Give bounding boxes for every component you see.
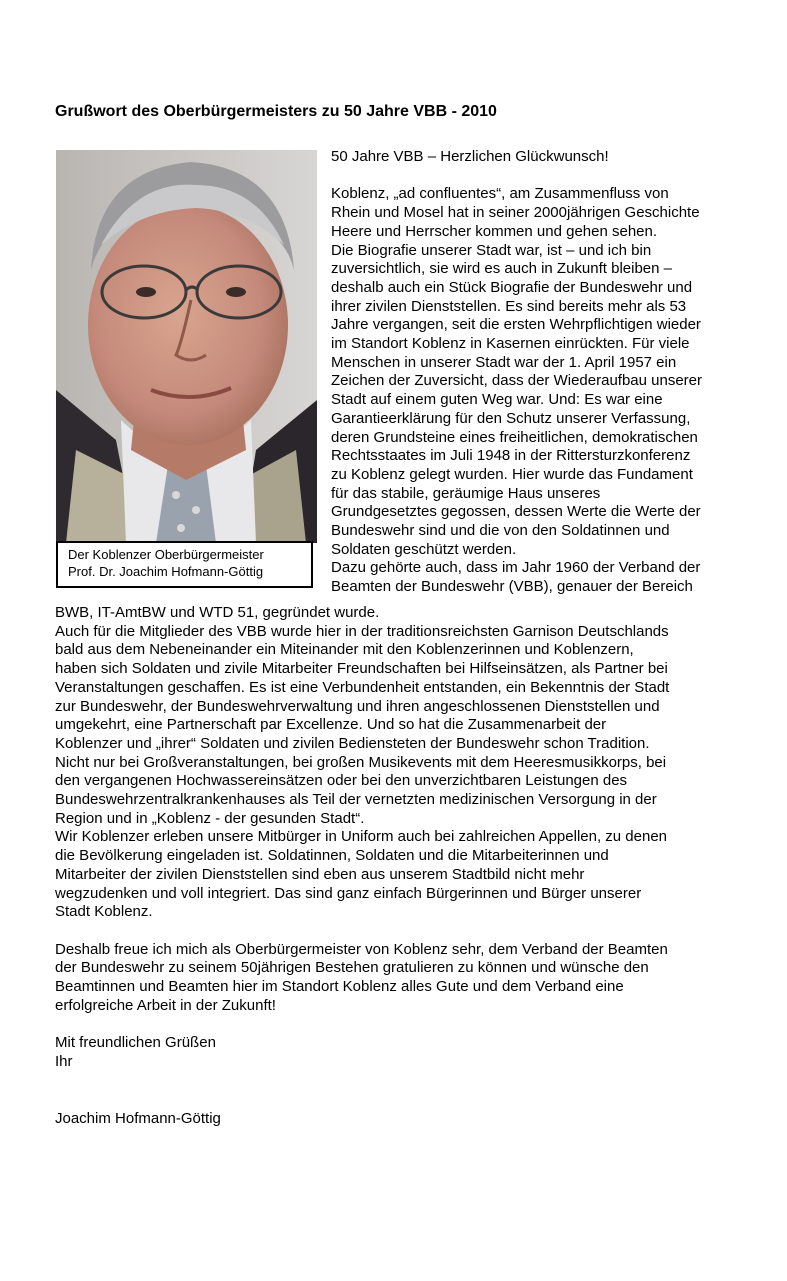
text-line: wegzudenken und voll integriert. Das sind ganz einfach Bürgerinnen und Bürger unserer	[55, 884, 642, 902]
text-line: den vergangenen Hochwassereinsätzen oder bei den unverzichtbaren Leistungen des	[55, 772, 628, 790]
greeting: 50 Jahre VBB – Herzlichen Glückwunsch!	[331, 148, 609, 165]
text-line: haben sich Soldaten und zivile Mitarbeiter Freundschaften bei Hilfseinsätzen, als Partner bei	[55, 660, 668, 678]
text-line: Nicht nur bei Großveranstaltungen, bei großen Musikevents mit dem Heeresmusikkorps, bei	[55, 753, 667, 771]
text-line: Wir Koblenzer erleben unsere Mitbürger in Uniform auch bei zahlreichen Appellen, zu denen	[55, 828, 668, 846]
document-title: Grußwort des Oberbürgermeisters zu 50 Jahre VBB - 2010	[55, 103, 497, 120]
text-line: die Bevölkerung eingeladen ist. Soldatinnen, Soldaten und die Mitarbeiterinnen und	[55, 847, 609, 865]
text-line: Stadt Koblenz.	[55, 903, 153, 921]
closing-paragraph	[55, 941, 755, 1016]
text-line: erfolgreiche Arbeit in der Zukunft!	[55, 996, 276, 1014]
text-line: Die Biografie unserer Stadt war, ist – und ich bin	[331, 241, 652, 259]
text-line: zur Bundeswehr, der Bundeswehrverwaltung und ihren angeschlossenen Dienststellen und	[55, 697, 660, 715]
text-line: Garantieerklärung für den Schutz unserer Verfassung,	[331, 409, 691, 427]
text-line: Heere und Herrscher kommen und gehen sehen.	[331, 222, 658, 240]
text-line: bald aus dem Nebeneinander ein Miteinander mit den Koblenzerinnen und Koblenzern,	[55, 641, 634, 659]
column-paragraph	[331, 185, 751, 596]
text-line: Koblenzer und „ihrer“ Soldaten und zivilen Bediensteten der Bundeswehr schon Tradition.	[55, 734, 650, 752]
column-text	[331, 148, 751, 597]
signature: Joachim Hofmann-Göttig	[55, 1109, 221, 1127]
photo-caption	[56, 541, 313, 588]
text-line: Bundeswehr sind und die von den Soldatinnen und	[331, 522, 670, 540]
text-line: für das stabile, geräumige Haus unseres	[331, 484, 601, 502]
text-line: Stadt auf einem guten Weg war. Und: Es war eine	[331, 391, 663, 409]
text-line: Jahre vergangen, seit die ersten Wehrpflichtigen wieder	[331, 316, 701, 334]
text-line: Auch für die Mitglieder des VBB wurde hier in der traditionsreichsten Garnison Deutschlands	[55, 622, 669, 640]
text-line: ihrer zivilen Dienststellen. Es sind bereits mehr als 53	[331, 297, 687, 315]
caption-line: Prof. Dr. Joachim Hofmann-Göttig	[68, 564, 264, 579]
body-paragraph	[55, 604, 755, 922]
text-line: im Standort Koblenz in Kasernen einrückten. Für viele	[331, 335, 690, 353]
text-line: deshalb auch ein Stück Biografie der Bundeswehr und	[331, 278, 693, 296]
text-line: Menschen in unserer Stadt war der 1. April 1957 ein	[331, 353, 677, 371]
text-line: Veranstaltungen geschaffen. Es ist eine Verbundenheit entstanden, ein Bekenntnis der Stadt	[55, 678, 670, 696]
text-line: der Bundeswehr zu seinem 50jährigen Bestehen gratulieren zu können und wünsche den	[55, 959, 649, 977]
text-line: Grundgesetztes gegossen, dessen Werte die Werte der	[331, 503, 701, 521]
text-line: umgekehrt, eine Partnerschaft par Excellenze. Und so hat die Zusammenarbeit der	[55, 716, 607, 734]
portrait-photo	[56, 150, 317, 543]
text-line: Beamtinnen und Beamten hier im Standort Koblenz alles Gute und dem Verband eine	[55, 978, 624, 996]
text-line: zuversichtlich, sie wird es auch in Zukunft bleiben –	[331, 260, 673, 278]
text-line: Bundeswehrzentralkrankenhauses als Teil der vernetzten medizinischen Versorgung in der	[55, 791, 657, 809]
text-line: zu Koblenz gelegt wurden. Hier wurde das Fundament	[331, 465, 693, 483]
caption-line: Der Koblenzer Oberbürgermeister	[68, 547, 264, 562]
text-line: Rechtsstaates im Juli 1948 in der Rittersturzkonferenz	[331, 447, 691, 465]
text-line: Dazu gehörte auch, dass im Jahr 1960 der Verband der	[331, 559, 701, 577]
text-line: Rhein und Mosel hat in seiner 2000jährigen Geschichte	[331, 204, 700, 222]
text-line: Soldaten geschützt werden.	[331, 540, 517, 558]
text-line: Koblenz, „ad confluentes“, am Zusammenfluss von	[331, 185, 669, 203]
salutation: Mit freundlichen Grüßen	[55, 1034, 216, 1052]
text-line: Deshalb freue ich mich als Oberbürgermeister von Koblenz sehr, dem Verband der Beamten	[55, 940, 668, 958]
text-line: deren Grundsteine eines freiheitlichen, demokratischen	[331, 428, 698, 446]
ihr: Ihr	[55, 1052, 73, 1070]
text-line: Beamten der Bundeswehr (VBB), genauer der Bereich	[331, 578, 693, 596]
text-line: Zeichen der Zuversicht, dass der Wiederaufbau unserer	[331, 372, 703, 390]
text-line: BWB, IT-AmtBW und WTD 51, gegründet wurde.	[55, 604, 380, 621]
text-line: Mitarbeiter der zivilen Dienststellen sind eben aus unserem Stadtbild nicht mehr	[55, 865, 585, 883]
full-width-text	[55, 604, 755, 1128]
text-line: Region und in „Koblenz - der gesunden Stadt“.	[55, 809, 365, 827]
